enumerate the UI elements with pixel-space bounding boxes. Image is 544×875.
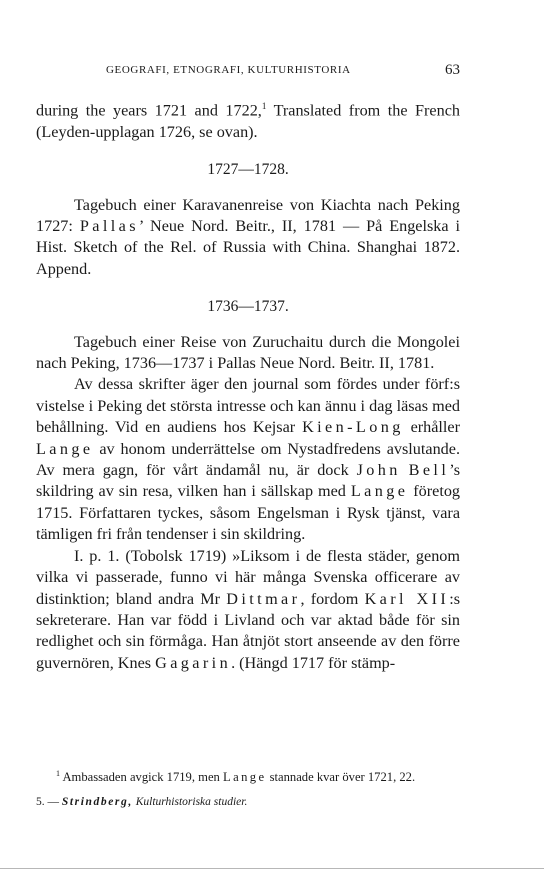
text-segment: stannade kvar över 1721, 22. — [266, 770, 416, 785]
spaced-name: Lange — [350, 482, 409, 501]
spaced-name: Pallas — [79, 217, 139, 236]
paragraph: Tagebuch einer Reise von Zuruchaitu durch die Mongolei nach Peking, 1736—1737 i Pallas Neue Nord. Beitr. II, 1781. — [36, 332, 460, 373]
paragraph-continuation — [36, 96, 460, 143]
page-edge-line — [0, 868, 544, 869]
spaced-name: Karl XII — [364, 589, 450, 608]
spaced-name: Lange — [223, 770, 267, 785]
spaced-name: Lange — [36, 439, 94, 458]
spaced-name: Gagarin — [155, 653, 232, 672]
text-segment: ’ Neue Nord. Beitr., II, 1781 — På Engelska i Hist. Sketch of the Rel. of Russia with China. Shanghai 1872. Append. — [36, 217, 461, 278]
spaced-name: John — [356, 461, 401, 480]
footnotes — [36, 766, 460, 810]
page-number: 63 — [445, 62, 460, 78]
text-segment: Tagebuch einer Karavanenreise von Kiachta nach Peking 1727: — [36, 195, 460, 236]
text-segment: , fordom — [300, 589, 365, 608]
signature-number: 5. — — [36, 795, 62, 808]
signature-author: Strindberg, — [61, 795, 133, 808]
body-text — [36, 96, 460, 674]
text-segment: företog 1715. Författaren tyckes, såsom Engelsman i Rysk tjänst, vara tämligen fri från tendenser i sin skildring. — [36, 482, 461, 544]
footnote — [36, 766, 460, 786]
text-segment: av honom underrättelse om Nystadfredens avslutande. Av mera gagn, för vårt ändamål nu, är dock — [36, 439, 460, 480]
paragraph — [36, 374, 460, 545]
signature-title: Kulturhistoriska studier. — [132, 795, 248, 808]
text-segment: Ambassaden avgick 1719, men — [60, 770, 223, 785]
paragraph — [36, 546, 460, 674]
text-segment: erhåller — [403, 418, 460, 437]
text-segment: . (Hängd 1717 för stämp- — [231, 653, 396, 672]
running-head: GEOGRAFI, ETNOGRAFI, KULTURHISTORIA — [106, 64, 351, 76]
text-segment: Av dessa skrifter äger den journal som fördes under förf:s vistelse i Peking det största intresse och kan ännu i dag läsas med behållning. Vid en audiens hos Kejsar — [36, 375, 460, 437]
page-header — [36, 64, 460, 82]
section-heading: 1727—1728. — [207, 161, 289, 179]
spaced-name: Dittmar — [226, 589, 301, 608]
paragraph — [36, 195, 460, 281]
spaced-name: Kien-Long — [302, 418, 404, 437]
text-segment: during the years 1721 and 1722, — [36, 101, 262, 120]
footnote-marker: 1 — [56, 769, 60, 778]
text-segment: I. p. 1. (Tobolsk 1719) »Liksom i de flesta städer, genom vilka vi passerade, funno vi här många Svenska officerare av distinktion; bland andra Mr — [36, 546, 460, 608]
printer-signature — [36, 794, 460, 811]
spaced-name: Bell — [408, 461, 450, 480]
text-segment: :s sekreterare. Han var född i Livland och var aktad både för sin redlighet och sin förmåga. Han åtnjöt stort anseende av den förre guvernören, Knes — [36, 589, 461, 672]
text-segment: Translated from the French (Leyden-upplagan 1726, se ovan). — [36, 101, 460, 141]
text-segment — [401, 461, 409, 479]
footnote-reference: 1 — [261, 101, 267, 111]
section-heading: 1736—1737. — [207, 298, 289, 316]
text-segment: ’s skildring av sin resa, vilken han i sällskap med — [36, 461, 461, 501]
